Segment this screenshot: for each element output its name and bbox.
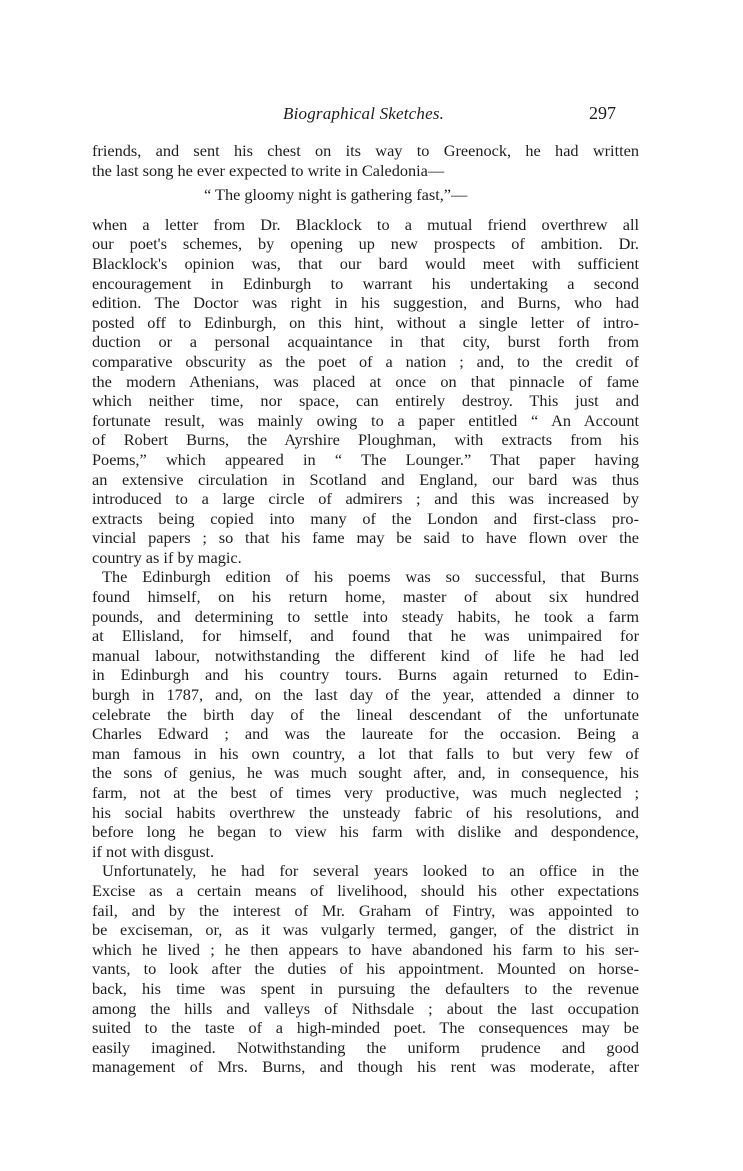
text-line: celebrate the birth day of the lineal descendant of the unfortunate xyxy=(92,704,639,724)
text-line: be exciseman, or, as it was vulgarly termed, ganger, of the district in xyxy=(92,920,639,940)
text-line: Blacklock's opinion was, that our bard would meet with sufficient xyxy=(92,253,639,273)
text-line: pounds, and determining to settle into steady habits, he took a farm xyxy=(92,606,639,626)
body-text xyxy=(92,141,639,1077)
text-line: the sons of genius, he was much sought after, and, in consequence, his xyxy=(92,763,639,783)
text-line: Poems,” which appeared in “ The Lounger.” That paper having xyxy=(92,449,639,469)
text-line: friends, and sent his chest on its way to Greenock, he had written xyxy=(92,141,639,160)
text-line: the modern Athenians, was placed at once on that pinnacle of fame xyxy=(92,371,639,391)
paragraph-1 xyxy=(92,215,639,568)
text-line: which neither time, nor space, can entirely destroy. This just and xyxy=(92,391,639,411)
text-line: introduced to a large circle of admirers ; and this was increased by xyxy=(92,489,639,509)
text-line: among the hills and valleys of Nithsdale ; about the last occupation xyxy=(92,998,639,1018)
text-line: The Edinburgh edition of his poems was so successful, that Burns xyxy=(102,567,639,587)
text-line: Unfortunately, he had for several years looked to an office in the xyxy=(102,861,639,881)
text-line: in Edinburgh and his country tours. Burns again returned to Edin- xyxy=(92,665,639,685)
text-line: fortunate result, was mainly owing to a paper entitled “ An Account xyxy=(92,410,639,430)
text-line: encouragement in Edinburgh to warrant his undertaking a second xyxy=(92,273,639,293)
text-line: vants, to look after the duties of his appointment. Mounted on horse- xyxy=(92,959,639,979)
text-line: duction or a personal acquaintance in that city, burst forth from xyxy=(92,332,639,352)
text-line: posted off to Edinburgh, on this hint, without a single letter of intro- xyxy=(92,312,639,332)
text-line: an extensive circulation in Scotland and England, our bard was thus xyxy=(92,469,639,489)
text-line: vincial papers ; so that his fame may be said to have flown over the xyxy=(92,528,639,548)
text-line: of Robert Burns, the Ayrshire Ploughman, with extracts from his xyxy=(92,430,639,450)
text-line: suited to the taste of a high-minded poet. The consequences may be xyxy=(92,1018,639,1038)
page-number: 297 xyxy=(589,103,616,123)
text-line: if not with disgust. xyxy=(92,841,215,861)
text-line: the last song he ever expected to write in Caledonia— xyxy=(92,160,445,180)
text-line: back, his time was spent in pursuing the defaulters to the revenue xyxy=(92,978,639,998)
text-line: his social habits overthrew the unsteady fabric of his resolutions, and xyxy=(92,802,639,822)
text-line: edition. The Doctor was right in his suggestion, and Burns, who had xyxy=(92,293,639,313)
paragraph-3 xyxy=(92,861,639,1077)
text-line: before long he began to view his farm with dislike and despondence, xyxy=(92,822,639,842)
text-line: burgh in 1787, and, on the last day of the year, attended a dinner to xyxy=(92,685,639,705)
running-head-title: Biographical Sketches. xyxy=(283,104,445,123)
paragraph-2 xyxy=(92,567,639,861)
text-line: farm, not at the best of times very productive, was much neglected ; xyxy=(92,783,639,802)
opening-paragraph xyxy=(92,141,639,180)
song-quote: “ The gloomy night is gathering fast,”— xyxy=(204,185,468,205)
text-line: easily imagined. Notwithstanding the uniform prudence and good xyxy=(92,1037,639,1057)
text-line: our poet's schemes, by opening up new prospects of ambition. Dr. xyxy=(92,234,639,254)
text-line: found himself, on his return home, master of about six hundred xyxy=(92,587,639,607)
text-line: man famous in his own country, a lot that falls to but very few of xyxy=(92,743,639,763)
text-line: extracts being copied into many of the London and first-class pro- xyxy=(92,508,639,528)
text-line: Charles Edward ; and was the laureate for the occasion. Being a xyxy=(92,724,639,744)
text-line: management of Mrs. Burns, and though his rent was moderate, after xyxy=(92,1057,639,1077)
text-line: which he lived ; he then appears to have abandoned his farm to his ser- xyxy=(92,939,639,959)
text-line: Excise as a certain means of livelihood, should his other expectations xyxy=(92,880,639,900)
text-line: manual labour, notwithstanding the different kind of life he had led xyxy=(92,645,639,665)
text-line: when a letter from Dr. Blacklock to a mutual friend overthrew all xyxy=(92,214,639,234)
text-line: country as if by magic. xyxy=(92,547,242,567)
text-line: fail, and by the interest of Mr. Graham of Fintry, was appointed to xyxy=(92,900,639,920)
text-line: comparative obscurity as the poet of a nation ; and, to the credit of xyxy=(92,351,639,371)
text-line: at Ellisland, for himself, and found that he was unimpaired for xyxy=(92,626,639,646)
